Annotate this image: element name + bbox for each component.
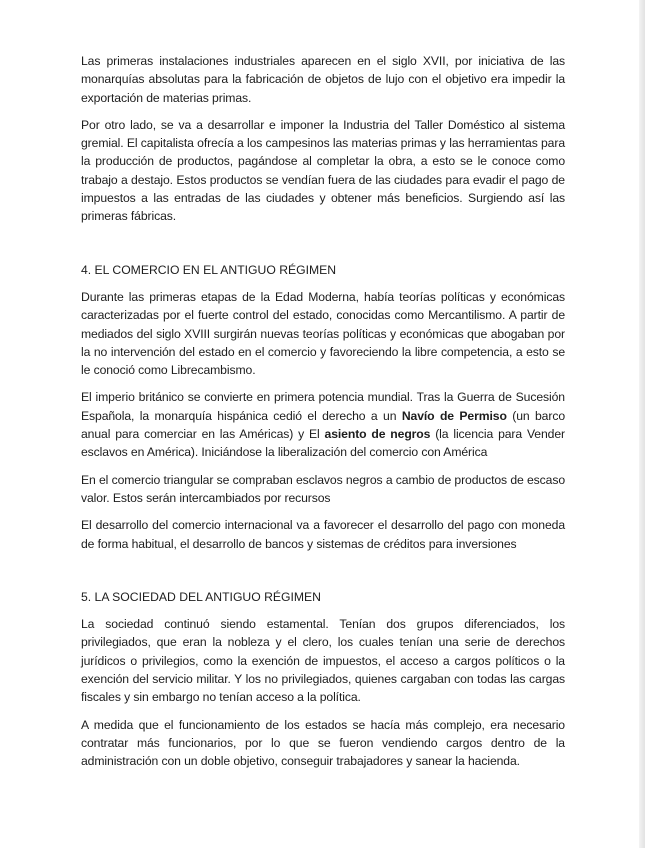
paragraph-triangular-trade: En el comercio triangular se compraban esclavos negros a cambio de productos de escaso valor. Estos serán intercambiados por recursos: [81, 472, 565, 505]
paragraph-international-trade: El desarrollo del comercio internacional va a favorecer el desarrollo del pago con moneda de forma habitual, el desarrollo de bancos y sistemas de créditos para inversiones: [81, 518, 565, 551]
text-segment: (la licencia para Vender esclavos en América). Iniciándose la liberalización del comercio con América: [81, 427, 565, 460]
document-body: [81, 52, 565, 780]
page-edge-shadow: [639, 0, 645, 848]
paragraph-domestic-workshop: Por otro lado, se va a desarrollar e imponer la Industria del Taller Doméstico al sistema gremial. El capitalista ofrecía a los campesinos las materias primas y las herramientas para la producción de productos, pagándose al completar la obra, a esto se le conoce como trabajo a destajo. Estos productos se vendían fuera de las ciudades para evadir el pago de impuestos a las entradas de las ciudades y obtener más beneficios. Surgiendo así las primeras fábricas.: [81, 117, 565, 224]
paragraph-state-officials: A medida que el funcionamiento de los estados se hacía más complejo, era necesario contratar más funcionarios, por lo que se fueron vendiendo cargos dentro de la administración con un doble objetivo, conseguir trabajadores y sanear la hacienda.: [81, 717, 565, 769]
text-segment: (un barco anual para comerciar en las Américas) y El: [81, 408, 565, 442]
paragraph-mercantilism: Durante las primeras etapas de la Edad Moderna, había teorías políticas y económicas caracterizadas por el fuerte control del estado, conocidas como Mercantilismo. A partir de mediados del siglo XVIII surgirán nuevas teorías políticas y económicas que abogaban por la no intervención del estado en el comercio y favoreciendo la libre competencia, a esto se le conoció como Librecambismo.: [81, 289, 565, 378]
text-segment: El imperio británico se convierte en primera potencia mundial. Tras la Guerra de Sucesión Española, la monarquía hispánica cedió el derecho a un: [81, 390, 565, 423]
paragraph-estate-society: La sociedad continuó siendo estamental. Tenían dos grupos diferenciados, los privilegiados, que eran la nobleza y el clero, los cuales tenían una serie de derechos jurídicos o privilegios, como la exención de impuestos, el acceso a cargos políticos o la exención del servicio militar. Y los no privilegiados, quienes cargaban con todas las cargas fiscales y sin embargo no tenían acceso a la política.: [81, 617, 565, 705]
section-heading-commerce: 4. EL COMERCIO EN EL ANTIGUO RÉGIMEN: [81, 262, 337, 277]
bold-term-asiento-de-negros: asiento de negros: [324, 427, 431, 442]
bold-term-navio-de-permiso: Navío de Permiso: [401, 408, 507, 423]
paragraph-industrial-installations: Las primeras instalaciones industriales aparecen en el siglo XVII, por iniciativa de las monarquías absolutas para la fabricación de objetos de lujo con el objetivo era impedir la exportación de materias primas.: [81, 54, 565, 105]
section-heading-society: 5. LA SOCIEDAD DEL ANTIGUO RÉGIMEN: [81, 589, 321, 604]
paragraph-british-empire: [81, 388, 565, 461]
